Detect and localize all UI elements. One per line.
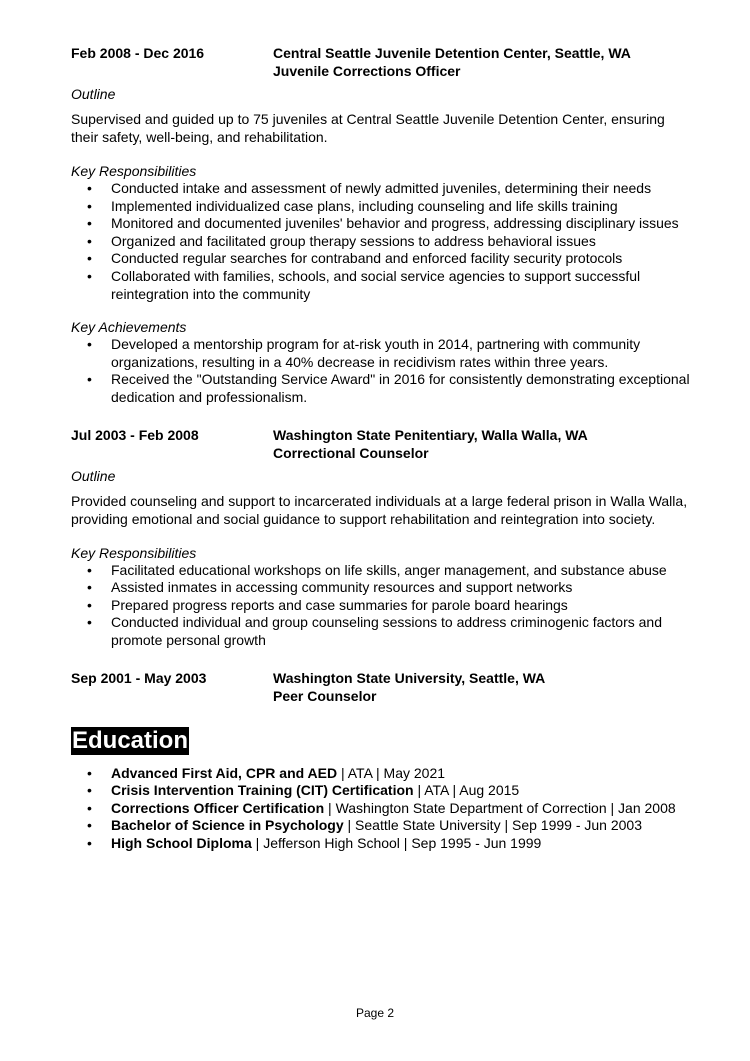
job-info: [273, 426, 588, 462]
job-info: [273, 44, 631, 80]
job-outline: Provided counseling and support to incarcerated individuals at a large federal prison in Walla Walla, providing emotional and social guidance to support rehabilitation and reintegration into society.: [71, 492, 688, 527]
responsibilities-list: [71, 562, 691, 650]
job-header: [71, 44, 691, 80]
education-detail: | Seattle State University | Sep 1999 - Jun 2003: [343, 817, 642, 834]
education-detail: | ATA | Aug 2015: [413, 782, 520, 799]
job-entry: [71, 44, 691, 407]
education-name: Advanced First Aid, CPR and AED: [111, 764, 338, 781]
achievements-list: [71, 336, 691, 406]
outline-label: Outline: [71, 467, 116, 484]
education-list: [71, 765, 691, 853]
list-item: • Collaborated with families, schools, and social service agencies to support successful reintegration into the community: [71, 268, 691, 303]
list-item: [71, 817, 691, 835]
education-detail: | Washington State Department of Correction | Jan 2008: [324, 799, 676, 816]
job-info: [273, 669, 545, 705]
education-name: Crisis Intervention Training (CIT) Certification: [111, 782, 414, 799]
list-item: • Organized and facilitated group therapy sessions to address behavioral issues: [71, 233, 691, 251]
education-name: Corrections Officer Certification: [111, 799, 325, 816]
outline-label: Outline: [71, 86, 116, 102]
education-section: [71, 727, 691, 853]
job-title: Correctional Counselor: [273, 444, 429, 461]
list-item: [71, 800, 691, 818]
list-item: • Implemented individualized case plans, including counseling and life skills training: [71, 198, 691, 216]
list-item: • Facilitated educational workshops on life skills, anger management, and substance abuse: [71, 562, 691, 580]
page-number: Page 2: [355, 1006, 395, 1020]
education-detail: | Jefferson High School | Sep 1995 - Jun 1999: [251, 834, 542, 851]
responsibilities-list: [71, 180, 691, 303]
list-item: • Conducted intake and assessment of newly admitted juveniles, determining their needs: [71, 180, 691, 198]
responsibilities-label: Key Responsibilities: [71, 163, 197, 179]
resume-page-2: [71, 44, 691, 852]
list-item: [71, 765, 691, 783]
job-organization: Washington State University, Seattle, WA: [273, 669, 546, 686]
job-organization: Central Seattle Juvenile Detention Center, Seattle, WA: [273, 45, 631, 61]
job-header: [71, 669, 691, 705]
list-item: • Conducted regular searches for contraband and enforced facility security protocols: [71, 250, 691, 268]
job-header: [71, 426, 691, 462]
list-item: • Developed a mentorship program for at-risk youth in 2014, partnering with community organizations, resulting in a 40% decrease in recidivism rates within three years.: [71, 336, 691, 371]
list-item: • Conducted individual and group counseling sessions to address criminogenic factors and promote personal growth: [71, 614, 691, 649]
education-name: Bachelor of Science in Psychology: [111, 817, 344, 834]
responsibilities-label: Key Responsibilities: [71, 544, 197, 561]
job-organization: Washington State Penitentiary, Walla Walla, WA: [273, 426, 588, 443]
list-item: [71, 782, 691, 800]
list-item: • Assisted inmates in accessing community resources and support networks: [71, 579, 691, 597]
job-date: Jul 2003 - Feb 2008: [71, 426, 199, 443]
list-item: • Monitored and documented juveniles' behavior and progress, addressing disciplinary issues: [71, 215, 691, 233]
achievements-label: Key Achievements: [71, 319, 187, 336]
job-date: Sep 2001 - May 2003: [71, 669, 207, 686]
education-name: High School Diploma: [111, 834, 252, 851]
section-heading: Education: [72, 726, 189, 754]
list-item: • Prepared progress reports and case summaries for parole board hearings: [71, 597, 691, 615]
education-detail: | ATA | May 2021: [337, 764, 446, 781]
list-item: • Received the "Outstanding Service Award" in 2016 for consistently demonstrating exceptional dedication and professionalism.: [71, 371, 691, 406]
job-title: Peer Counselor: [273, 687, 377, 704]
job-date: Feb 2008 - Dec 2016: [71, 45, 205, 61]
job-title: Juvenile Corrections Officer: [273, 63, 461, 79]
list-item: [71, 835, 691, 853]
job-entry: [71, 426, 691, 650]
job-outline: Supervised and guided up to 75 juveniles at Central Seattle Juvenile Detention Center, ensuring their safety, well-being, and rehabilitation.: [71, 111, 665, 145]
job-entry: [71, 669, 691, 705]
